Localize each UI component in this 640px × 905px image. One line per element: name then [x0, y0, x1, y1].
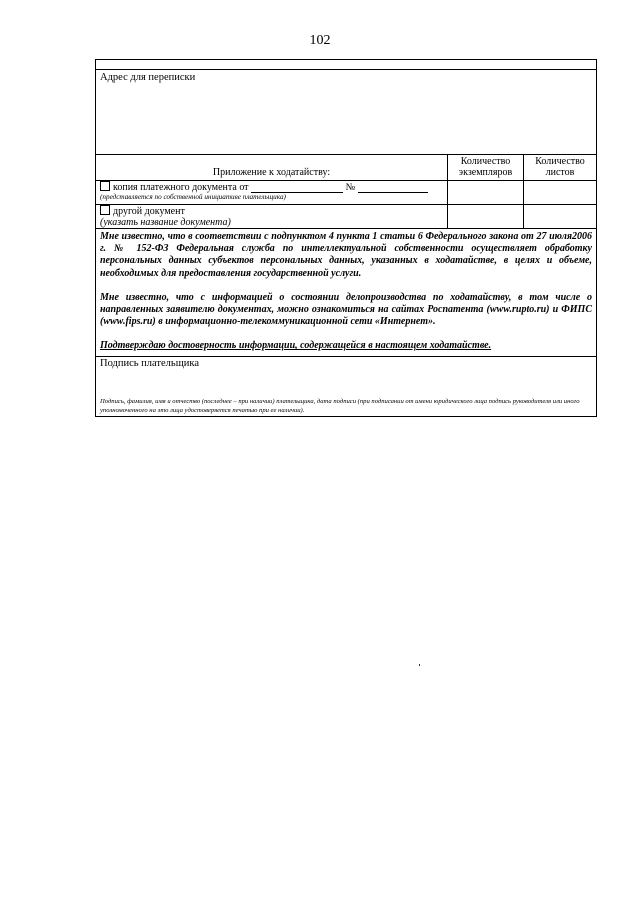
form-top-strip — [96, 60, 596, 70]
payment-number-field[interactable] — [358, 182, 428, 193]
petition-form — [95, 59, 597, 417]
copies-column-header: Количество экземпляров — [448, 155, 524, 181]
payment-doc-checkbox[interactable] — [100, 181, 110, 191]
statement-section — [96, 229, 596, 357]
payment-sheets-cell[interactable] — [524, 181, 596, 205]
signature-section[interactable] — [96, 357, 596, 416]
payment-doc-note: (представляется по собственной инициативе плательщика) — [100, 193, 286, 201]
other-sheets-cell[interactable] — [524, 205, 596, 229]
address-label: Адрес для переписки — [100, 72, 196, 83]
scan-speck — [419, 664, 420, 666]
payment-doc-label: копия платежного документа от — [113, 182, 249, 193]
appendix-item-payment — [96, 181, 448, 205]
other-doc-checkbox[interactable] — [100, 205, 110, 215]
signature-label: Подпись плательщика — [100, 357, 200, 369]
address-section[interactable] — [96, 70, 596, 155]
other-copies-cell[interactable] — [448, 205, 524, 229]
other-doc-label: другой документ — [113, 206, 185, 217]
appendix-table — [96, 155, 596, 229]
confirmation-paragraph: Подтверждаю достоверность информации, содержащейся в настоящем ходатайстве. — [100, 340, 492, 352]
personal-data-paragraph: Мне известно, что в соответствии с подпунктом 4 пункта 1 статьи 6 Федерального закона от 27 июля2006 г. № 152-ФЗ Федеральная служба по интеллектуальной собственности осуществляет обработку персональных данных субъектов персональных данных, указанных в ходатайстве, в целях и объеме, необходимых для предоставления государственной услуги. — [100, 231, 592, 279]
appendix-item-other — [96, 205, 448, 229]
page-number: 102 — [309, 33, 331, 48]
sheets-column-header: Количество листов — [524, 155, 596, 181]
other-doc-note: (указать название документа) — [100, 217, 231, 228]
signature-note: Подпись, фамилия, имя и отчество (последнее – при наличии) плательщика, дата подписи (при подписании от имени юридического лица подпись руководителя или иного уполномоченного на это лица удостоверяется печатью при ее наличии). — [100, 397, 580, 414]
records-info-paragraph: Мне известно, что с информацией о состоянии делопроизводства по ходатайству, в том числе о направленных заявителю документах, можно ознакомиться на сайтах Роспатента (www.rupto.ru) и ФИПС (www.fips.ru) в информационно-телекоммуникационной сети «Интернет». — [100, 291, 592, 328]
payment-number-label: № — [345, 182, 356, 193]
payment-copies-cell[interactable] — [448, 181, 524, 205]
appendix-header: Приложение к ходатайству: — [96, 155, 448, 181]
payment-date-field[interactable] — [251, 182, 343, 193]
